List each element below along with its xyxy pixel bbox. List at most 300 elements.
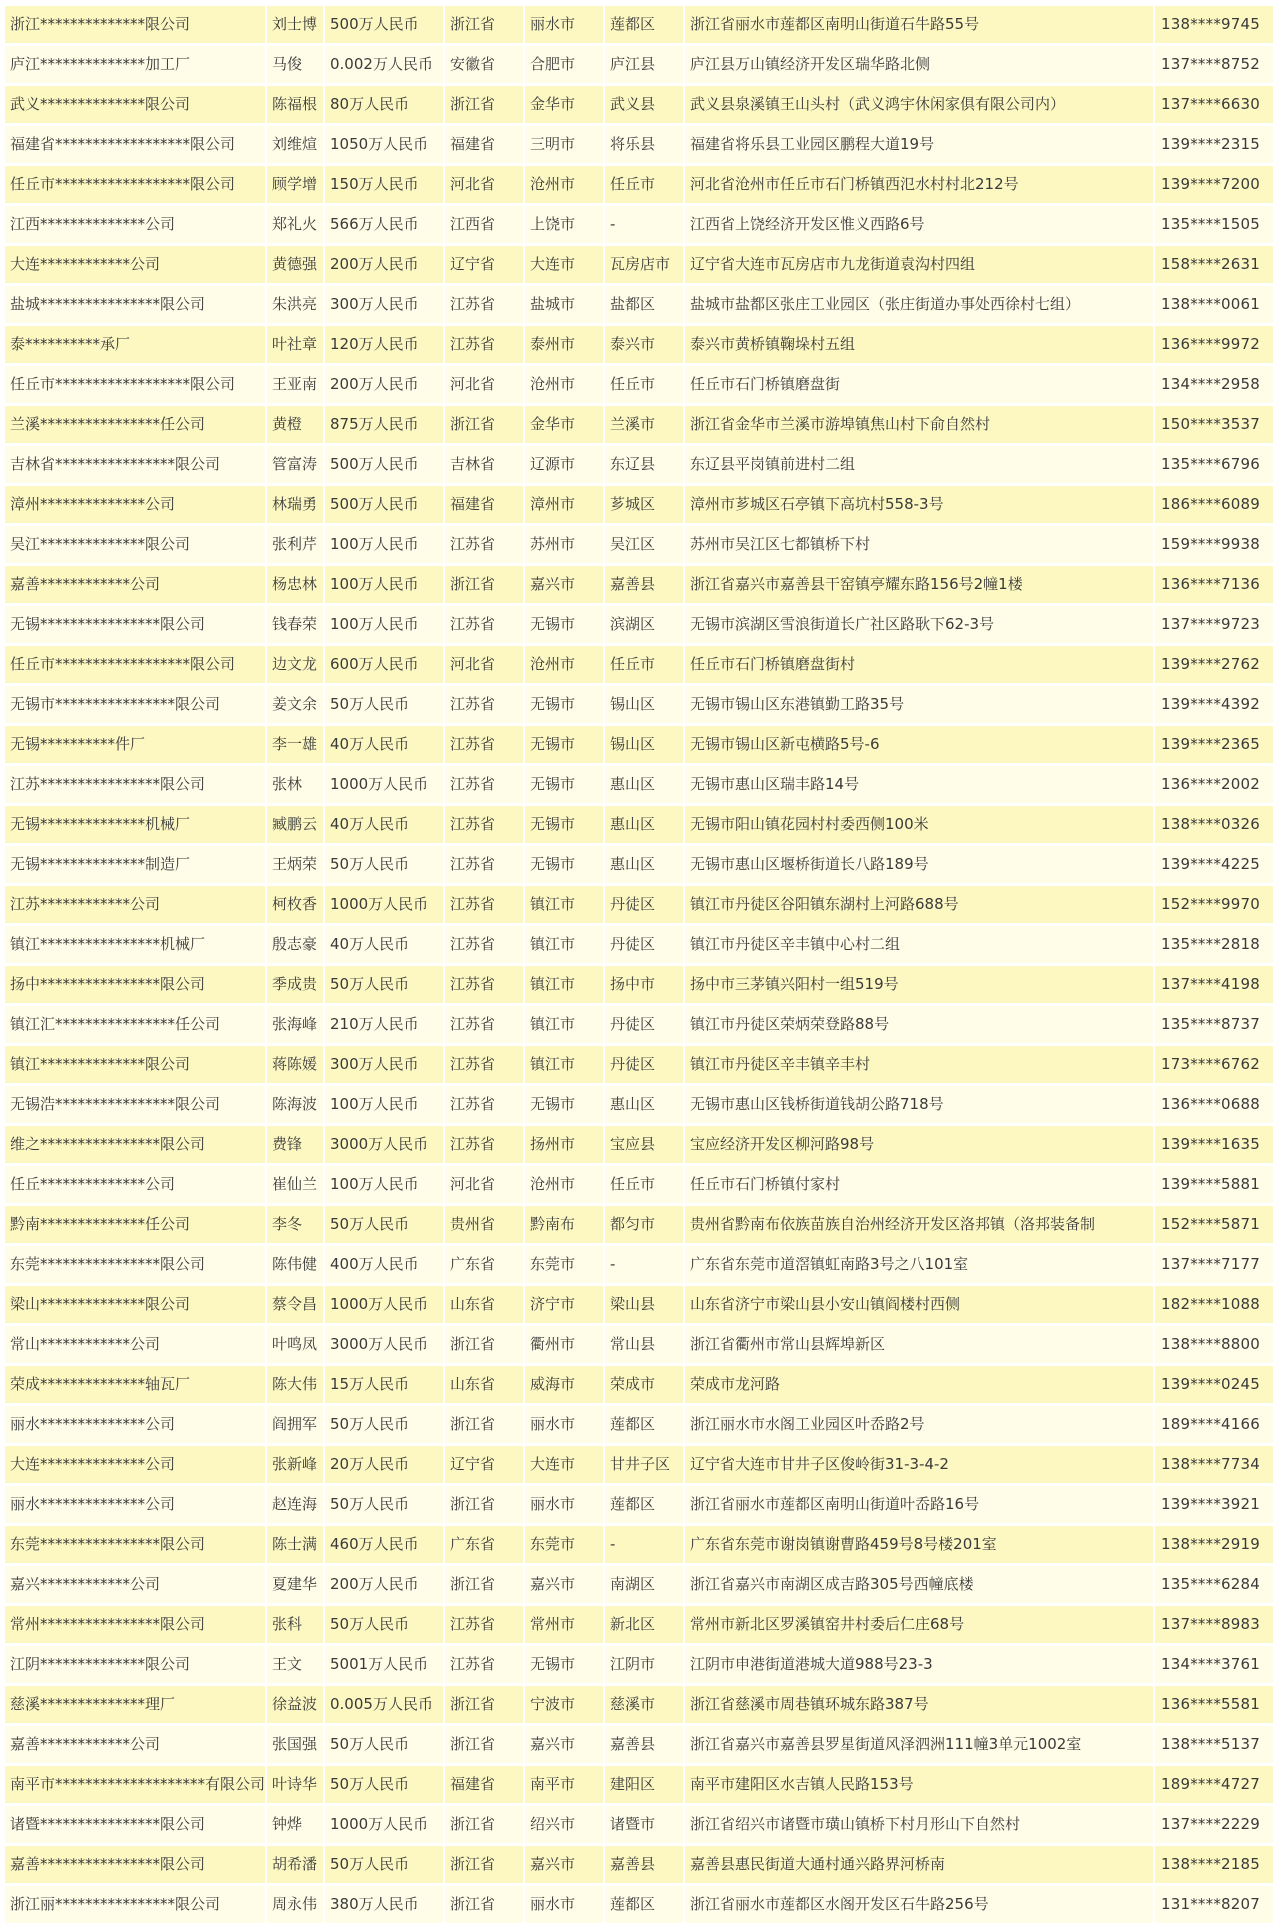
registered-capital-cell[interactable]: 1000万人民币 xyxy=(325,1806,445,1843)
address-cell[interactable]: 宝应经济开发区柳河路98号 xyxy=(685,1126,1155,1163)
city-cell[interactable]: 大连市 xyxy=(525,246,605,283)
address-cell[interactable]: 镇江市丹徒区谷阳镇东湖村上河路688号 xyxy=(685,886,1155,923)
phone-cell[interactable]: 138****7734 xyxy=(1155,1446,1275,1483)
legal-person-cell[interactable]: 王炳荣 xyxy=(267,846,325,883)
province-cell[interactable]: 河北省 xyxy=(445,366,525,403)
address-cell[interactable]: 广东省东莞市谢岗镇谢曹路459号8号楼201室 xyxy=(685,1526,1155,1563)
address-cell[interactable]: 镇江市丹徒区辛丰镇中心村二组 xyxy=(685,926,1155,963)
province-cell[interactable]: 江苏省 xyxy=(445,606,525,643)
table-row[interactable] xyxy=(5,1646,1275,1683)
registered-capital-cell[interactable]: 80万人民币 xyxy=(325,86,445,123)
registered-capital-cell[interactable]: 566万人民币 xyxy=(325,206,445,243)
address-cell[interactable]: 嘉善县惠民街道大通村通兴路界河桥南 xyxy=(685,1846,1155,1883)
legal-person-cell[interactable]: 张科 xyxy=(267,1606,325,1643)
company-name-cell[interactable]: 江西**************公司 xyxy=(5,206,267,243)
table-row[interactable] xyxy=(5,166,1275,203)
registered-capital-cell[interactable]: 300万人民币 xyxy=(325,286,445,323)
company-name-cell[interactable]: 诸暨****************限公司 xyxy=(5,1806,267,1843)
city-cell[interactable]: 沧州市 xyxy=(525,1166,605,1203)
company-name-cell[interactable]: 吉林省****************限公司 xyxy=(5,446,267,483)
district-cell[interactable]: 丹徒区 xyxy=(605,1046,685,1083)
company-name-cell[interactable]: 无锡浩****************限公司 xyxy=(5,1086,267,1123)
legal-person-cell[interactable]: 陈士满 xyxy=(267,1526,325,1563)
registered-capital-cell[interactable]: 1000万人民币 xyxy=(325,766,445,803)
registered-capital-cell[interactable]: 40万人民币 xyxy=(325,926,445,963)
district-cell[interactable]: - xyxy=(605,1246,685,1283)
address-cell[interactable]: 无锡市惠山区钱桥街道钱胡公路718号 xyxy=(685,1086,1155,1123)
registered-capital-cell[interactable]: 500万人民币 xyxy=(325,446,445,483)
district-cell[interactable]: 江阴市 xyxy=(605,1646,685,1683)
district-cell[interactable]: 梁山县 xyxy=(605,1286,685,1323)
district-cell[interactable]: 惠山区 xyxy=(605,846,685,883)
phone-cell[interactable]: 186****6089 xyxy=(1155,486,1275,523)
table-row[interactable] xyxy=(5,1126,1275,1163)
address-cell[interactable]: 泰兴市黄桥镇鞠垛村五组 xyxy=(685,326,1155,363)
legal-person-cell[interactable]: 叶诗华 xyxy=(267,1766,325,1803)
phone-cell[interactable]: 137****8983 xyxy=(1155,1606,1275,1643)
address-cell[interactable]: 任丘市石门桥镇磨盘街 xyxy=(685,366,1155,403)
table-row[interactable] xyxy=(5,1846,1275,1883)
legal-person-cell[interactable]: 林瑞勇 xyxy=(267,486,325,523)
address-cell[interactable]: 浙江省嘉兴市嘉善县干窑镇亭耀东路156号2幢1楼 xyxy=(685,566,1155,603)
legal-person-cell[interactable]: 王文 xyxy=(267,1646,325,1683)
legal-person-cell[interactable]: 费锋 xyxy=(267,1126,325,1163)
company-name-cell[interactable]: 常州****************限公司 xyxy=(5,1606,267,1643)
province-cell[interactable]: 江苏省 xyxy=(445,686,525,723)
registered-capital-cell[interactable]: 0.002万人民币 xyxy=(325,46,445,83)
address-cell[interactable]: 辽宁省大连市瓦房店市九龙街道袁沟村四组 xyxy=(685,246,1155,283)
company-name-cell[interactable]: 江苏****************限公司 xyxy=(5,766,267,803)
company-name-cell[interactable]: 任丘市******************限公司 xyxy=(5,166,267,203)
province-cell[interactable]: 江苏省 xyxy=(445,1606,525,1643)
phone-cell[interactable]: 136****0688 xyxy=(1155,1086,1275,1123)
district-cell[interactable]: 丹徒区 xyxy=(605,1006,685,1043)
registered-capital-cell[interactable]: 150万人民币 xyxy=(325,166,445,203)
district-cell[interactable]: 都匀市 xyxy=(605,1206,685,1243)
table-row[interactable] xyxy=(5,1806,1275,1843)
table-row[interactable] xyxy=(5,1006,1275,1043)
province-cell[interactable]: 河北省 xyxy=(445,1166,525,1203)
address-cell[interactable]: 任丘市石门桥镇磨盘街村 xyxy=(685,646,1155,683)
registered-capital-cell[interactable]: 875万人民币 xyxy=(325,406,445,443)
province-cell[interactable]: 江苏省 xyxy=(445,1126,525,1163)
city-cell[interactable]: 黔南布 xyxy=(525,1206,605,1243)
table-row[interactable] xyxy=(5,566,1275,603)
legal-person-cell[interactable]: 周永伟 xyxy=(267,1886,325,1923)
address-cell[interactable]: 任丘市石门桥镇付家村 xyxy=(685,1166,1155,1203)
city-cell[interactable]: 无锡市 xyxy=(525,606,605,643)
address-cell[interactable]: 无锡市锡山区东港镇勤工路35号 xyxy=(685,686,1155,723)
province-cell[interactable]: 浙江省 xyxy=(445,1846,525,1883)
legal-person-cell[interactable]: 黄橙 xyxy=(267,406,325,443)
registered-capital-cell[interactable]: 600万人民币 xyxy=(325,646,445,683)
city-cell[interactable]: 嘉兴市 xyxy=(525,566,605,603)
company-name-cell[interactable]: 福建省******************限公司 xyxy=(5,126,267,163)
province-cell[interactable]: 浙江省 xyxy=(445,1566,525,1603)
table-row[interactable] xyxy=(5,1246,1275,1283)
phone-cell[interactable]: 139****7200 xyxy=(1155,166,1275,203)
table-row[interactable] xyxy=(5,446,1275,483)
table-row[interactable] xyxy=(5,1286,1275,1323)
legal-person-cell[interactable]: 崔仙兰 xyxy=(267,1166,325,1203)
registered-capital-cell[interactable]: 400万人民币 xyxy=(325,1246,445,1283)
city-cell[interactable]: 盐城市 xyxy=(525,286,605,323)
phone-cell[interactable]: 139****1635 xyxy=(1155,1126,1275,1163)
table-row[interactable] xyxy=(5,1566,1275,1603)
phone-cell[interactable]: 152****9970 xyxy=(1155,886,1275,923)
address-cell[interactable]: 东辽县平岗镇前进村二组 xyxy=(685,446,1155,483)
address-cell[interactable]: 江阴市申港街道港城大道988号23-3 xyxy=(685,1646,1155,1683)
province-cell[interactable]: 江苏省 xyxy=(445,966,525,1003)
phone-cell[interactable]: 139****5881 xyxy=(1155,1166,1275,1203)
phone-cell[interactable]: 137****8752 xyxy=(1155,46,1275,83)
company-name-cell[interactable]: 嘉善************公司 xyxy=(5,566,267,603)
district-cell[interactable]: 荣成市 xyxy=(605,1366,685,1403)
address-cell[interactable]: 贵州省黔南布依族苗族自治州经济开发区洛邦镇（洛邦装备制 xyxy=(685,1206,1155,1243)
registered-capital-cell[interactable]: 0.005万人民币 xyxy=(325,1686,445,1723)
address-cell[interactable]: 荣成市龙河路 xyxy=(685,1366,1155,1403)
table-row[interactable] xyxy=(5,1726,1275,1763)
legal-person-cell[interactable]: 陈海波 xyxy=(267,1086,325,1123)
registered-capital-cell[interactable]: 50万人民币 xyxy=(325,1606,445,1643)
address-cell[interactable]: 无锡市滨湖区雪浪街道长广社区路耿下62-3号 xyxy=(685,606,1155,643)
registered-capital-cell[interactable]: 200万人民币 xyxy=(325,246,445,283)
registered-capital-cell[interactable]: 3000万人民币 xyxy=(325,1126,445,1163)
phone-cell[interactable]: 139****2762 xyxy=(1155,646,1275,683)
registered-capital-cell[interactable]: 1050万人民币 xyxy=(325,126,445,163)
company-name-cell[interactable]: 盐城****************限公司 xyxy=(5,286,267,323)
district-cell[interactable]: 丹徒区 xyxy=(605,926,685,963)
phone-cell[interactable]: 138****2919 xyxy=(1155,1526,1275,1563)
province-cell[interactable]: 江苏省 xyxy=(445,326,525,363)
city-cell[interactable]: 丽水市 xyxy=(525,1406,605,1443)
legal-person-cell[interactable]: 徐益波 xyxy=(267,1686,325,1723)
address-cell[interactable]: 江西省上饶经济开发区惟义西路6号 xyxy=(685,206,1155,243)
province-cell[interactable]: 江苏省 xyxy=(445,766,525,803)
district-cell[interactable]: 莲都区 xyxy=(605,1486,685,1523)
address-cell[interactable]: 山东省济宁市梁山县小安山镇阎楼村西侧 xyxy=(685,1286,1155,1323)
legal-person-cell[interactable]: 管富涛 xyxy=(267,446,325,483)
province-cell[interactable]: 吉林省 xyxy=(445,446,525,483)
address-cell[interactable]: 浙江丽水市水阁工业园区叶岙路2号 xyxy=(685,1406,1155,1443)
address-cell[interactable]: 浙江省丽水市莲都区水阁开发区石牛路256号 xyxy=(685,1886,1155,1923)
district-cell[interactable]: 丹徒区 xyxy=(605,886,685,923)
city-cell[interactable]: 东莞市 xyxy=(525,1526,605,1563)
phone-cell[interactable]: 137****7177 xyxy=(1155,1246,1275,1283)
city-cell[interactable]: 威海市 xyxy=(525,1366,605,1403)
city-cell[interactable]: 无锡市 xyxy=(525,846,605,883)
legal-person-cell[interactable]: 杨忠林 xyxy=(267,566,325,603)
company-name-cell[interactable]: 梁山**************限公司 xyxy=(5,1286,267,1323)
table-row[interactable] xyxy=(5,1166,1275,1203)
district-cell[interactable]: - xyxy=(605,206,685,243)
city-cell[interactable]: 无锡市 xyxy=(525,806,605,843)
district-cell[interactable]: 扬中市 xyxy=(605,966,685,1003)
registered-capital-cell[interactable]: 100万人民币 xyxy=(325,566,445,603)
address-cell[interactable]: 河北省沧州市任丘市石门桥镇西氾水村村北212号 xyxy=(685,166,1155,203)
company-name-cell[interactable]: 东莞****************限公司 xyxy=(5,1526,267,1563)
legal-person-cell[interactable]: 姜文余 xyxy=(267,686,325,723)
company-name-cell[interactable]: 镇江**************限公司 xyxy=(5,1046,267,1083)
address-cell[interactable]: 浙江省丽水市莲都区南明山街道石牛路55号 xyxy=(685,6,1155,43)
address-cell[interactable]: 浙江省绍兴市诸暨市璜山镇桥下村月形山下自然村 xyxy=(685,1806,1155,1843)
province-cell[interactable]: 浙江省 xyxy=(445,1686,525,1723)
province-cell[interactable]: 江苏省 xyxy=(445,286,525,323)
address-cell[interactable]: 无锡市惠山区堰桥街道长八路189号 xyxy=(685,846,1155,883)
district-cell[interactable]: 武义县 xyxy=(605,86,685,123)
company-name-cell[interactable]: 无锡**********件厂 xyxy=(5,726,267,763)
province-cell[interactable]: 江西省 xyxy=(445,206,525,243)
district-cell[interactable]: 嘉善县 xyxy=(605,1726,685,1763)
address-cell[interactable]: 南平市建阳区水吉镇人民路153号 xyxy=(685,1766,1155,1803)
company-name-cell[interactable]: 漳州**************公司 xyxy=(5,486,267,523)
company-name-cell[interactable]: 南平市********************有限公司 xyxy=(5,1766,267,1803)
company-name-cell[interactable]: 嘉善****************限公司 xyxy=(5,1846,267,1883)
phone-cell[interactable]: 137****6630 xyxy=(1155,86,1275,123)
company-name-cell[interactable]: 浙江**************限公司 xyxy=(5,6,267,43)
phone-cell[interactable]: 139****2365 xyxy=(1155,726,1275,763)
registered-capital-cell[interactable]: 50万人民币 xyxy=(325,966,445,1003)
phone-cell[interactable]: 137****9723 xyxy=(1155,606,1275,643)
registered-capital-cell[interactable]: 15万人民币 xyxy=(325,1366,445,1403)
table-row[interactable] xyxy=(5,1886,1275,1923)
registered-capital-cell[interactable]: 100万人民币 xyxy=(325,606,445,643)
district-cell[interactable]: 盐都区 xyxy=(605,286,685,323)
legal-person-cell[interactable]: 蒋陈媛 xyxy=(267,1046,325,1083)
table-row[interactable] xyxy=(5,1206,1275,1243)
city-cell[interactable]: 沧州市 xyxy=(525,646,605,683)
province-cell[interactable]: 辽宁省 xyxy=(445,246,525,283)
phone-cell[interactable]: 182****1088 xyxy=(1155,1286,1275,1323)
company-name-cell[interactable]: 慈溪**************理厂 xyxy=(5,1686,267,1723)
city-cell[interactable]: 丽水市 xyxy=(525,1486,605,1523)
city-cell[interactable]: 无锡市 xyxy=(525,1086,605,1123)
address-cell[interactable]: 浙江省慈溪市周巷镇环城东路387号 xyxy=(685,1686,1155,1723)
legal-person-cell[interactable]: 张新峰 xyxy=(267,1446,325,1483)
address-cell[interactable]: 无锡市惠山区瑞丰路14号 xyxy=(685,766,1155,803)
province-cell[interactable]: 浙江省 xyxy=(445,1326,525,1363)
company-name-cell[interactable]: 无锡****************限公司 xyxy=(5,606,267,643)
district-cell[interactable]: 宝应县 xyxy=(605,1126,685,1163)
company-name-cell[interactable]: 无锡**************机械厂 xyxy=(5,806,267,843)
table-row[interactable] xyxy=(5,366,1275,403)
company-name-cell[interactable]: 丽水**************公司 xyxy=(5,1406,267,1443)
phone-cell[interactable]: 139****3921 xyxy=(1155,1486,1275,1523)
address-cell[interactable]: 广东省东莞市道滘镇虹南路3号之八101室 xyxy=(685,1246,1155,1283)
province-cell[interactable]: 江苏省 xyxy=(445,1646,525,1683)
phone-cell[interactable]: 150****3537 xyxy=(1155,406,1275,443)
phone-cell[interactable]: 137****2229 xyxy=(1155,1806,1275,1843)
district-cell[interactable]: 嘉善县 xyxy=(605,1846,685,1883)
table-row[interactable] xyxy=(5,1046,1275,1083)
province-cell[interactable]: 江苏省 xyxy=(445,926,525,963)
phone-cell[interactable]: 135****8737 xyxy=(1155,1006,1275,1043)
company-name-cell[interactable]: 任丘市******************限公司 xyxy=(5,646,267,683)
city-cell[interactable]: 常州市 xyxy=(525,1606,605,1643)
table-row[interactable] xyxy=(5,206,1275,243)
table-row[interactable] xyxy=(5,1326,1275,1363)
province-cell[interactable]: 辽宁省 xyxy=(445,1446,525,1483)
phone-cell[interactable]: 139****2315 xyxy=(1155,126,1275,163)
phone-cell[interactable]: 135****6796 xyxy=(1155,446,1275,483)
legal-person-cell[interactable]: 钟烨 xyxy=(267,1806,325,1843)
registered-capital-cell[interactable]: 120万人民币 xyxy=(325,326,445,363)
table-row[interactable] xyxy=(5,246,1275,283)
city-cell[interactable]: 辽源市 xyxy=(525,446,605,483)
city-cell[interactable]: 丽水市 xyxy=(525,6,605,43)
company-name-cell[interactable]: 维之****************限公司 xyxy=(5,1126,267,1163)
province-cell[interactable]: 江苏省 xyxy=(445,846,525,883)
district-cell[interactable]: 莲都区 xyxy=(605,6,685,43)
address-cell[interactable]: 无锡市阳山镇花园村村委西侧100米 xyxy=(685,806,1155,843)
district-cell[interactable]: 任丘市 xyxy=(605,646,685,683)
phone-cell[interactable]: 139****4392 xyxy=(1155,686,1275,723)
province-cell[interactable]: 浙江省 xyxy=(445,86,525,123)
registered-capital-cell[interactable]: 50万人民币 xyxy=(325,1486,445,1523)
registered-capital-cell[interactable]: 40万人民币 xyxy=(325,806,445,843)
district-cell[interactable]: 滨湖区 xyxy=(605,606,685,643)
table-row[interactable] xyxy=(5,606,1275,643)
phone-cell[interactable]: 189****4727 xyxy=(1155,1766,1275,1803)
phone-cell[interactable]: 134****3761 xyxy=(1155,1646,1275,1683)
district-cell[interactable]: 泰兴市 xyxy=(605,326,685,363)
phone-cell[interactable]: 131****8207 xyxy=(1155,1886,1275,1923)
table-row[interactable] xyxy=(5,86,1275,123)
district-cell[interactable]: 吴江区 xyxy=(605,526,685,563)
province-cell[interactable]: 山东省 xyxy=(445,1366,525,1403)
table-row[interactable] xyxy=(5,126,1275,163)
district-cell[interactable]: 惠山区 xyxy=(605,766,685,803)
province-cell[interactable]: 浙江省 xyxy=(445,1886,525,1923)
province-cell[interactable]: 浙江省 xyxy=(445,6,525,43)
company-name-cell[interactable]: 大连************公司 xyxy=(5,246,267,283)
city-cell[interactable]: 无锡市 xyxy=(525,1646,605,1683)
legal-person-cell[interactable]: 叶鸣凤 xyxy=(267,1326,325,1363)
district-cell[interactable]: 芗城区 xyxy=(605,486,685,523)
district-cell[interactable]: 甘井子区 xyxy=(605,1446,685,1483)
district-cell[interactable]: 东辽县 xyxy=(605,446,685,483)
address-cell[interactable]: 漳州市芗城区石亭镇下高坑村558-3号 xyxy=(685,486,1155,523)
city-cell[interactable]: 镇江市 xyxy=(525,1006,605,1043)
city-cell[interactable]: 东莞市 xyxy=(525,1246,605,1283)
legal-person-cell[interactable]: 张林 xyxy=(267,766,325,803)
phone-cell[interactable]: 136****2002 xyxy=(1155,766,1275,803)
city-cell[interactable]: 镇江市 xyxy=(525,1046,605,1083)
registered-capital-cell[interactable]: 50万人民币 xyxy=(325,1206,445,1243)
city-cell[interactable]: 丽水市 xyxy=(525,1886,605,1923)
district-cell[interactable]: 常山县 xyxy=(605,1326,685,1363)
phone-cell[interactable]: 138****9745 xyxy=(1155,6,1275,43)
table-row[interactable] xyxy=(5,1486,1275,1523)
company-name-cell[interactable]: 任丘**************公司 xyxy=(5,1166,267,1203)
legal-person-cell[interactable]: 李一雄 xyxy=(267,726,325,763)
province-cell[interactable]: 浙江省 xyxy=(445,1486,525,1523)
company-name-cell[interactable]: 泰**********承厂 xyxy=(5,326,267,363)
legal-person-cell[interactable]: 赵连海 xyxy=(267,1486,325,1523)
district-cell[interactable]: 建阳区 xyxy=(605,1766,685,1803)
legal-person-cell[interactable]: 胡希潘 xyxy=(267,1846,325,1883)
legal-person-cell[interactable]: 阎拥军 xyxy=(267,1406,325,1443)
registered-capital-cell[interactable]: 500万人民币 xyxy=(325,486,445,523)
city-cell[interactable]: 大连市 xyxy=(525,1446,605,1483)
phone-cell[interactable]: 134****2958 xyxy=(1155,366,1275,403)
company-name-cell[interactable]: 嘉善************公司 xyxy=(5,1726,267,1763)
province-cell[interactable]: 山东省 xyxy=(445,1286,525,1323)
table-row[interactable] xyxy=(5,686,1275,723)
table-row[interactable] xyxy=(5,1366,1275,1403)
district-cell[interactable]: 莲都区 xyxy=(605,1406,685,1443)
company-name-cell[interactable]: 江苏************公司 xyxy=(5,886,267,923)
phone-cell[interactable]: 173****6762 xyxy=(1155,1046,1275,1083)
city-cell[interactable]: 无锡市 xyxy=(525,726,605,763)
district-cell[interactable]: 嘉善县 xyxy=(605,566,685,603)
registered-capital-cell[interactable]: 100万人民币 xyxy=(325,1086,445,1123)
phone-cell[interactable]: 138****5137 xyxy=(1155,1726,1275,1763)
company-name-cell[interactable]: 兰溪****************任公司 xyxy=(5,406,267,443)
address-cell[interactable]: 福建省将乐县工业园区鹏程大道19号 xyxy=(685,126,1155,163)
district-cell[interactable]: 惠山区 xyxy=(605,806,685,843)
phone-cell[interactable]: 136****5581 xyxy=(1155,1686,1275,1723)
legal-person-cell[interactable]: 钱春荣 xyxy=(267,606,325,643)
legal-person-cell[interactable]: 边文龙 xyxy=(267,646,325,683)
city-cell[interactable]: 无锡市 xyxy=(525,766,605,803)
city-cell[interactable]: 衢州市 xyxy=(525,1326,605,1363)
legal-person-cell[interactable]: 刘维煊 xyxy=(267,126,325,163)
registered-capital-cell[interactable]: 100万人民币 xyxy=(325,1166,445,1203)
province-cell[interactable]: 浙江省 xyxy=(445,1806,525,1843)
registered-capital-cell[interactable]: 200万人民币 xyxy=(325,1566,445,1603)
legal-person-cell[interactable]: 陈福根 xyxy=(267,86,325,123)
address-cell[interactable]: 盐城市盐都区张庄工业园区（张庄街道办事处西徐村七组） xyxy=(685,286,1155,323)
phone-cell[interactable]: 152****5871 xyxy=(1155,1206,1275,1243)
province-cell[interactable]: 江苏省 xyxy=(445,886,525,923)
legal-person-cell[interactable]: 殷志豪 xyxy=(267,926,325,963)
address-cell[interactable]: 浙江省嘉兴市南湖区成吉路305号西幢底楼 xyxy=(685,1566,1155,1603)
legal-person-cell[interactable]: 张国强 xyxy=(267,1726,325,1763)
phone-cell[interactable]: 138****8800 xyxy=(1155,1326,1275,1363)
registered-capital-cell[interactable]: 500万人民币 xyxy=(325,6,445,43)
registered-capital-cell[interactable]: 50万人民币 xyxy=(325,1406,445,1443)
province-cell[interactable]: 河北省 xyxy=(445,166,525,203)
district-cell[interactable]: 锡山区 xyxy=(605,686,685,723)
company-name-cell[interactable]: 镇江汇****************任公司 xyxy=(5,1006,267,1043)
legal-person-cell[interactable]: 顾学增 xyxy=(267,166,325,203)
province-cell[interactable]: 广东省 xyxy=(445,1526,525,1563)
phone-cell[interactable]: 158****2631 xyxy=(1155,246,1275,283)
city-cell[interactable]: 苏州市 xyxy=(525,526,605,563)
company-name-cell[interactable]: 任丘市******************限公司 xyxy=(5,366,267,403)
company-name-cell[interactable]: 无锡**************制造厂 xyxy=(5,846,267,883)
legal-person-cell[interactable]: 张利芹 xyxy=(267,526,325,563)
city-cell[interactable]: 无锡市 xyxy=(525,686,605,723)
province-cell[interactable]: 浙江省 xyxy=(445,1726,525,1763)
district-cell[interactable]: - xyxy=(605,1526,685,1563)
legal-person-cell[interactable]: 蔡令昌 xyxy=(267,1286,325,1323)
phone-cell[interactable]: 136****9972 xyxy=(1155,326,1275,363)
address-cell[interactable]: 浙江省嘉兴市嘉善县罗星街道风泽泗洲111幢3单元1002室 xyxy=(685,1726,1155,1763)
address-cell[interactable]: 浙江省金华市兰溪市游埠镇焦山村下俞自然村 xyxy=(685,406,1155,443)
table-row[interactable] xyxy=(5,1766,1275,1803)
city-cell[interactable]: 沧州市 xyxy=(525,166,605,203)
phone-cell[interactable]: 159****9938 xyxy=(1155,526,1275,563)
legal-person-cell[interactable]: 黄德强 xyxy=(267,246,325,283)
registered-capital-cell[interactable]: 200万人民币 xyxy=(325,366,445,403)
address-cell[interactable]: 常州市新北区罗溪镇窑井村委后仁庄68号 xyxy=(685,1606,1155,1643)
address-cell[interactable]: 浙江省衢州市常山县辉埠新区 xyxy=(685,1326,1155,1363)
phone-cell[interactable]: 136****7136 xyxy=(1155,566,1275,603)
company-name-cell[interactable]: 武义**************限公司 xyxy=(5,86,267,123)
table-row[interactable] xyxy=(5,406,1275,443)
